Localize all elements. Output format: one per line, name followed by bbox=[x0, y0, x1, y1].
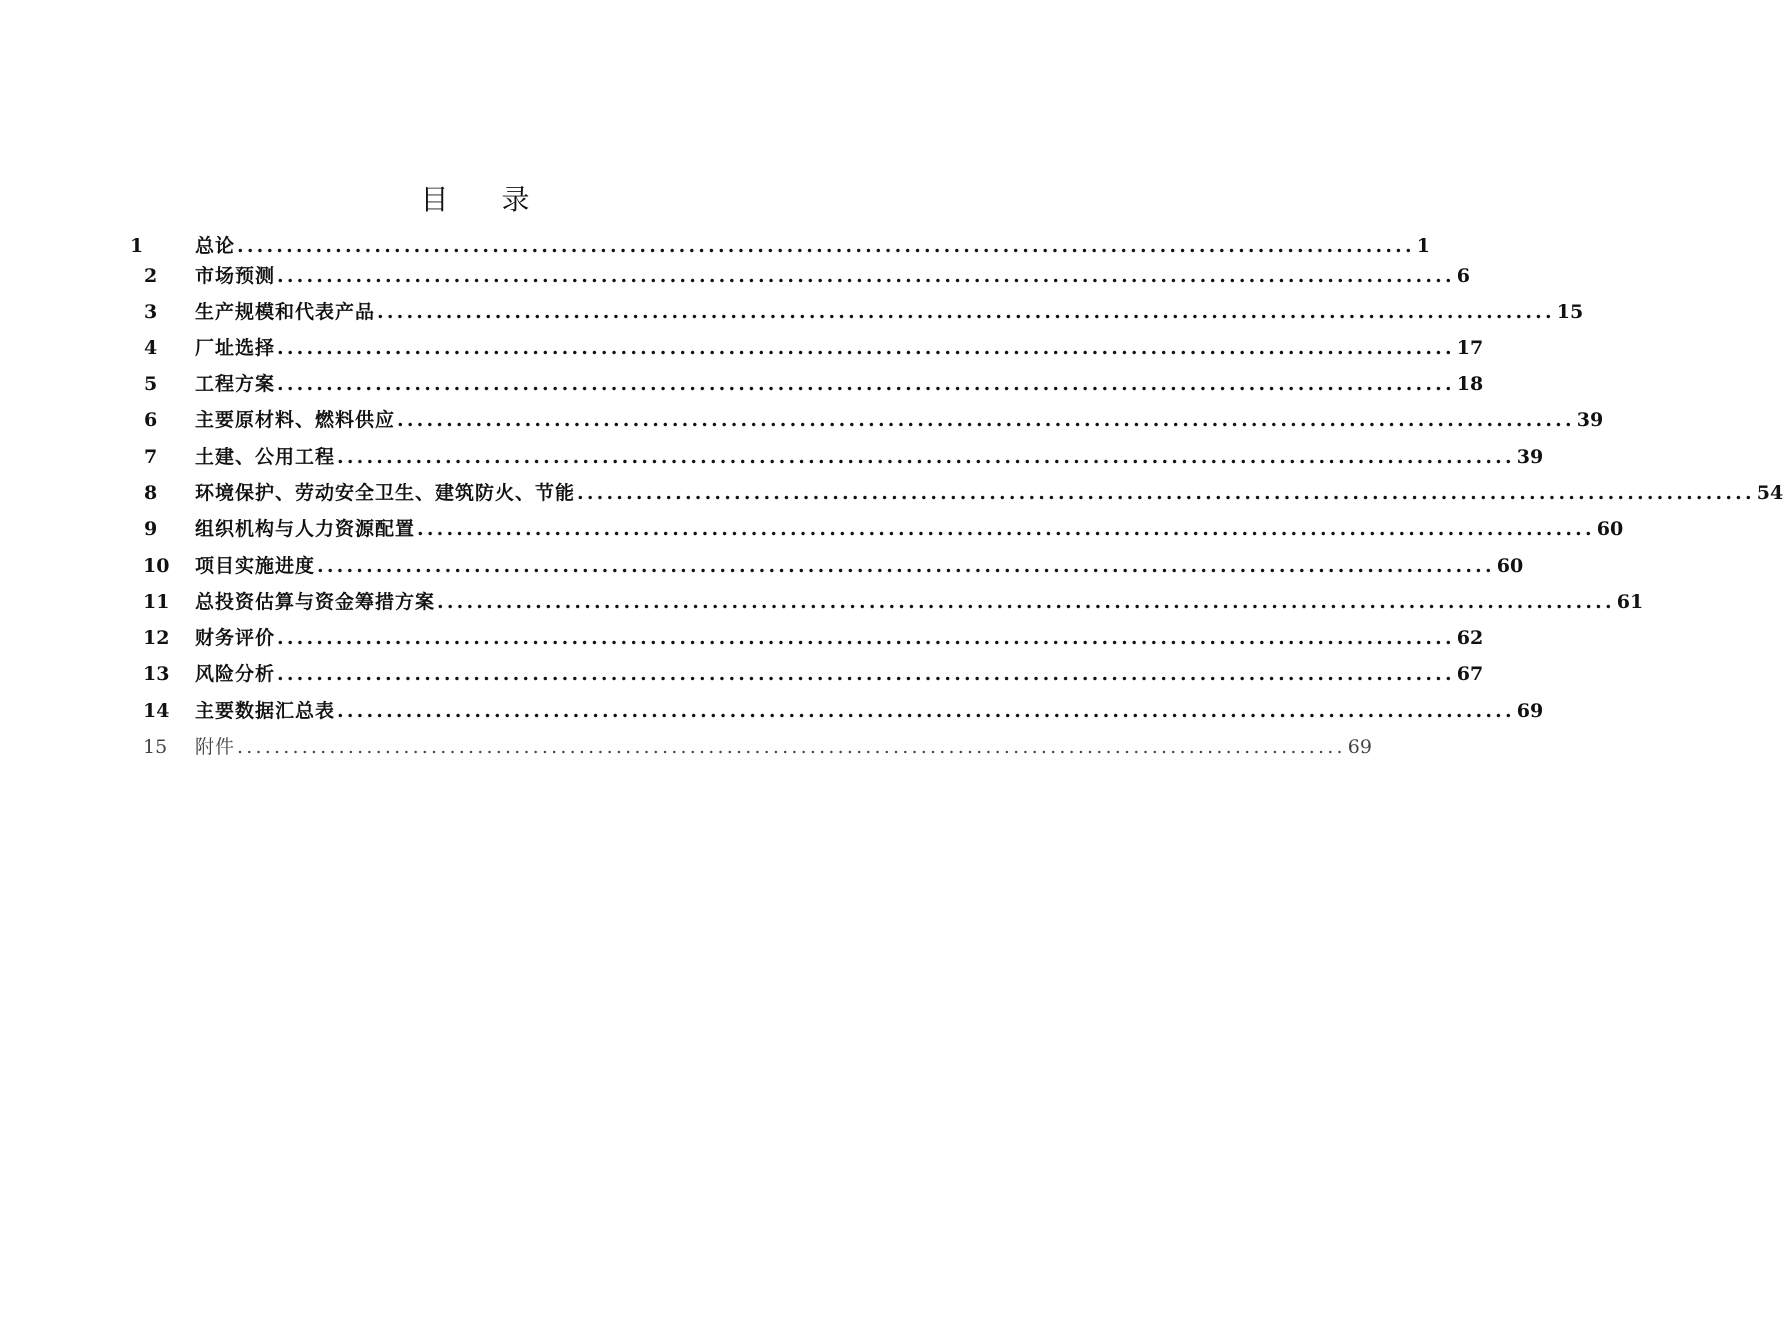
toc-entry-number: 6 bbox=[144, 409, 158, 431]
toc-entry-line bbox=[195, 551, 1524, 581]
toc-entry-number: 9 bbox=[144, 518, 158, 540]
toc-dot-leader: ........................................................................................................................ bbox=[337, 700, 1515, 722]
toc-dot-leader: ........................................................................................................................ bbox=[377, 301, 1555, 323]
toc-entry-line bbox=[195, 231, 1431, 261]
toc-entry-page: 17 bbox=[1456, 337, 1484, 359]
toc-entry[interactable] bbox=[0, 333, 1484, 363]
toc-entry[interactable] bbox=[0, 551, 1524, 581]
toc-entry[interactable] bbox=[0, 623, 1484, 653]
toc-title: 目 录 bbox=[420, 183, 552, 216]
toc-entry-number: 15 bbox=[143, 736, 168, 758]
toc-entry-line bbox=[195, 442, 1544, 472]
toc-dot-leader: ........................................................................................................................ bbox=[397, 409, 1575, 431]
toc-entry-label: 主要数据汇总表 bbox=[195, 700, 336, 722]
toc-entry-line bbox=[195, 405, 1604, 435]
toc-entry-label: 风险分析 bbox=[195, 663, 276, 685]
toc-entry-number: 5 bbox=[144, 373, 158, 395]
toc-entry-line bbox=[195, 333, 1484, 363]
toc-entry-page: 1 bbox=[1416, 235, 1431, 257]
toc-entry[interactable] bbox=[0, 732, 1372, 762]
toc-entry-number: 11 bbox=[143, 591, 170, 613]
toc-entry-number: 2 bbox=[144, 265, 158, 287]
toc-entry[interactable] bbox=[0, 405, 1604, 435]
toc-entry-page: 69 bbox=[1516, 700, 1544, 722]
toc-entry[interactable] bbox=[0, 297, 1584, 327]
toc-entry-label: 组织机构与人力资源配置 bbox=[195, 518, 416, 540]
toc-dot-leader: ........................................................................................................................ bbox=[337, 446, 1515, 468]
toc-dot-leader: ........................................................................................................................ bbox=[237, 235, 1415, 257]
toc-entry-page: 54 bbox=[1756, 482, 1783, 504]
toc-entry-label: 土建、公用工程 bbox=[195, 446, 336, 468]
toc-dot-leader: ........................................................................................................................ bbox=[277, 373, 1455, 395]
toc-dot-leader: ........................................................................................................................ bbox=[237, 736, 1346, 758]
toc-entry-line bbox=[195, 369, 1484, 399]
toc-entry-label: 财务评价 bbox=[195, 627, 276, 649]
toc-entry[interactable] bbox=[0, 261, 1471, 291]
toc-entry-page: 6 bbox=[1456, 265, 1471, 287]
toc-entry-number: 7 bbox=[144, 446, 158, 468]
toc-entry-page: 67 bbox=[1456, 663, 1484, 685]
toc-entry-line bbox=[195, 732, 1372, 762]
toc-entry-label: 环境保护、劳动安全卫生、建筑防火、节能 bbox=[195, 482, 576, 504]
toc-entry-line bbox=[195, 297, 1584, 327]
toc-entry-page: 60 bbox=[1596, 518, 1624, 540]
toc-entry-page: 39 bbox=[1516, 446, 1544, 468]
toc-entry-page: 39 bbox=[1576, 409, 1604, 431]
toc-entry-number: 4 bbox=[144, 337, 158, 359]
toc-dot-leader: ........................................................................................................................ bbox=[577, 482, 1755, 504]
toc-entry[interactable] bbox=[0, 442, 1544, 472]
toc-dot-leader: ........................................................................................................................ bbox=[317, 555, 1495, 577]
toc-entry-label: 厂址选择 bbox=[195, 337, 276, 359]
toc-dot-leader: ........................................................................................................................ bbox=[277, 627, 1455, 649]
toc-entry-label: 总论 bbox=[195, 235, 236, 257]
toc-entry-label: 生产规模和代表产品 bbox=[195, 301, 376, 323]
toc-entry-number: 12 bbox=[143, 627, 170, 649]
toc-entry-page: 69 bbox=[1347, 736, 1372, 758]
toc-entry-line bbox=[195, 261, 1471, 291]
toc-entry-number: 1 bbox=[130, 235, 144, 257]
toc-dot-leader: ........................................................................................................................ bbox=[277, 337, 1455, 359]
toc-entry-page: 15 bbox=[1556, 301, 1584, 323]
toc-entry-label: 主要原材料、燃料供应 bbox=[195, 409, 396, 431]
toc-entry-number: 8 bbox=[144, 482, 158, 504]
toc-entry-number: 14 bbox=[143, 700, 170, 722]
toc-entry[interactable] bbox=[0, 514, 1624, 544]
toc-entry-number: 13 bbox=[143, 663, 170, 685]
toc-entry-label: 总投资估算与资金筹措方案 bbox=[195, 591, 436, 613]
toc-entry-line bbox=[195, 514, 1624, 544]
toc-entry-page: 18 bbox=[1456, 373, 1484, 395]
toc-entry-number: 3 bbox=[144, 301, 158, 323]
toc-entry[interactable] bbox=[0, 659, 1484, 689]
toc-entry-line bbox=[195, 478, 1783, 508]
toc-entry[interactable] bbox=[0, 478, 1783, 508]
toc-dot-leader: ........................................................................................................................ bbox=[277, 265, 1455, 287]
toc-entry-line bbox=[195, 587, 1644, 617]
toc-entry-number: 10 bbox=[143, 555, 170, 577]
toc-dot-leader: ........................................................................................................................ bbox=[437, 591, 1615, 613]
toc-entry[interactable] bbox=[0, 587, 1644, 617]
toc-entry-page: 60 bbox=[1496, 555, 1524, 577]
toc-entry-line bbox=[195, 659, 1484, 689]
toc-entry-line bbox=[195, 696, 1544, 726]
toc-entry[interactable] bbox=[0, 369, 1484, 399]
toc-dot-leader: ........................................................................................................................ bbox=[277, 663, 1455, 685]
toc-entry-page: 61 bbox=[1616, 591, 1644, 613]
toc-entry-label: 附件 bbox=[195, 736, 236, 758]
toc-entry[interactable] bbox=[0, 696, 1544, 726]
toc-entry-label: 市场预测 bbox=[195, 265, 276, 287]
toc-entry-page: 62 bbox=[1456, 627, 1484, 649]
toc-dot-leader: ........................................................................................................................ bbox=[417, 518, 1595, 540]
toc-entry-line bbox=[195, 623, 1484, 653]
toc-entry-label: 工程方案 bbox=[195, 373, 276, 395]
toc-entry[interactable] bbox=[0, 231, 1431, 261]
toc-entry-label: 项目实施进度 bbox=[195, 555, 316, 577]
